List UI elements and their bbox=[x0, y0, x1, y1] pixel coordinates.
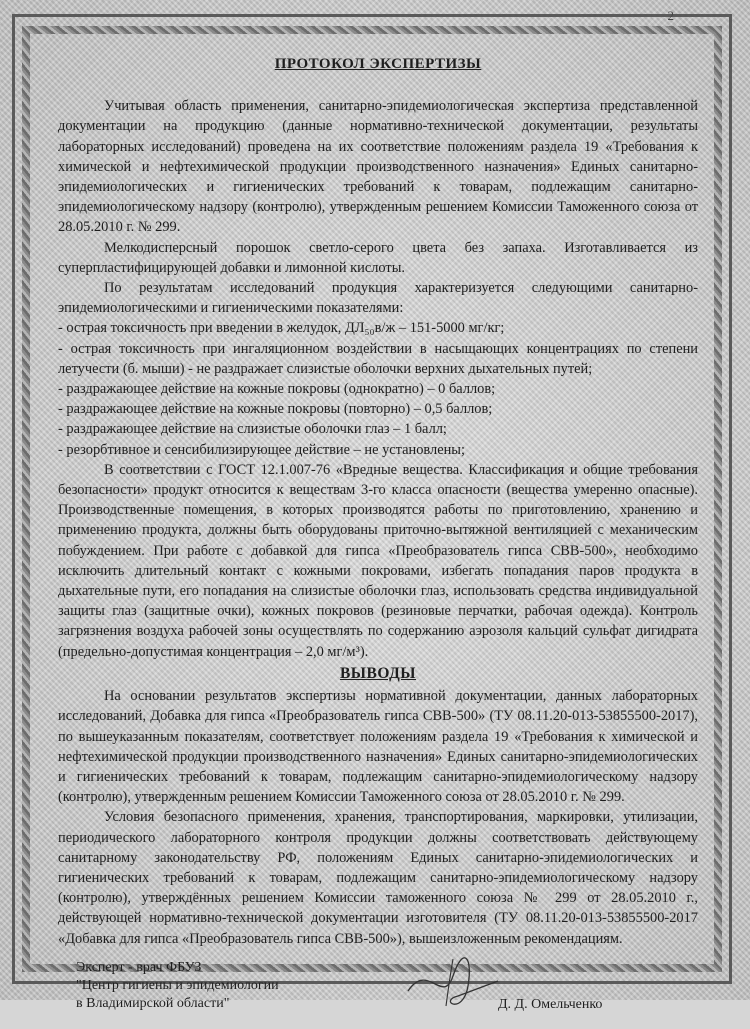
indicator-item: - резорбтивное и сенсибилизирующее действие – не установлены; bbox=[58, 441, 465, 458]
page-number: 2 bbox=[667, 8, 674, 23]
indicator-item: - раздражающее действие на слизистые оболочки глаз – 1 балл; bbox=[58, 421, 447, 438]
indicator-list bbox=[58, 318, 698, 459]
product-description: Мелкодисперсный порошок светло-серого цвета без запаха. Изготавливается из суперпластифицирующей добавки и лимонной кислоты. bbox=[58, 239, 698, 276]
signatory-line: Эксперт - врач ФБУЗ bbox=[76, 959, 202, 975]
conclusions-heading: ВЫВОДЫ bbox=[339, 664, 417, 682]
results-intro: По результатам исследований продукция характеризуется следующими санитарно-эпидемиологическими и гигиеническими показателями: bbox=[58, 280, 698, 317]
signatory-name: Д. Д. Омельченко bbox=[498, 996, 603, 1012]
indicator-item: - острая токсичность при введении в желудок, ДЛ₅₀в/ж – 151-5000 мг/кг; bbox=[58, 320, 505, 337]
document-title: ПРОТОКОЛ ЭКСПЕРТИЗЫ bbox=[274, 56, 482, 72]
indicator-item: - острая токсичность при ингаляционном воздействии в насыщающих концентрациях по степени летучести (б. мыши) - не раздражает слизистые оболочки верхних дыхательных путей; bbox=[58, 340, 698, 377]
signatory-organization bbox=[76, 959, 279, 1013]
conclusion-conditions: Условия безопасного применения, хранения, транспортирования, маркировки, утилизации, периодического лабораторного контроля продукции должны соответствовать действующему санитарному законодательству РФ, положениям Единых санитарно-эпидемиологических и гигиенических требований к товарам, подлежащим санитарно-эпидемиологическому надзору (контролю), утверждённых решением Комиссии таможенного союза № 299 от 28.05.2010 г., действующей нормативно-технической документации изготовителя (ТУ 08.11.20-013-53855500-2017 «Добавка для гипса «Преобразователь гипса СВВ-500»), вышеизложенным рекомендациям. bbox=[58, 809, 698, 947]
signatory-line: "Центр гигиены и эпидемиологии bbox=[76, 977, 279, 993]
signature-block bbox=[58, 959, 698, 1029]
indicator-item: - раздражающее действие на кожные покровы (однократно) – 0 баллов; bbox=[58, 381, 496, 398]
indicator-item: - раздражающее действие на кожные покровы (повторно) – 0,5 баллов; bbox=[58, 401, 493, 418]
intro-paragraph: Учитывая область применения, санитарно-эпидемиологическая экспертиза представленной документации на продукцию (данные нормативно-технической документации, результаты лабораторных исследований) проведена на их соответствие положениям раздела 19 «Требования к химической и нефтехимической продукции производственного назначения» Единых санитарно-эпидемиологических и гигиенических требований к товарам, подлежащим санитарно-эпидемиологическому надзору (контролю), утвержденным решением Комиссии Таможенного союза от 28.05.2010 г. № 299. bbox=[58, 98, 698, 236]
conclusion-main: На основании результатов экспертизы нормативной документации, данных лабораторных исследований, Добавка для гипса «Преобразователь гипса СВВ-500» (ТУ 08.11.20-013-53855500-2017), по вышеуказанным показателям, соответствует положениям раздела 19 «Требования к химической и нефтехимической продукции производственного назначения» Единых санитарно-эпидемиологических и гигиенических требований к товарам, подлежащим санитарно-эпидемиологическому надзору (контролю), утвержденным решением Комиссии Таможенного союза от 28.05.2010 г. № 299. bbox=[58, 688, 698, 806]
handwritten-signature bbox=[398, 951, 508, 1011]
document-body bbox=[58, 54, 698, 1029]
signatory-line: в Владимирской области" bbox=[76, 995, 230, 1011]
gost-paragraph: В соответствии с ГОСТ 12.1.007-76 «Вредные вещества. Классификация и общие требования безопасности» продукт относится к веществам 3-го класса опасности (вещества умеренно опасные). Производственные помещения, в которых производятся работы по приготовлению, хранению и применению продукта, должны быть оборудованы приточно-вытяжной вентиляцией с механическим побуждением. При работе с добавкой для гипса «Преобразователь гипса СВВ-500», необходимо исключить длительный контакт с кожными покровами, избегать попадания паров продукта в дыхательные пути, его попадания на слизистые оболочки глаз, использовать средства индивидуальной защиты глаз (защитные очки), кожных покровов (резиновые перчатки, рабочая одежда). Контроль загрязнения воздуха рабочей зоны осуществлять по содержанию аэрозоля кальций сульфат дигидрата (предельно-допустимая концентрация – 2,0 мг/м³). bbox=[58, 461, 698, 660]
